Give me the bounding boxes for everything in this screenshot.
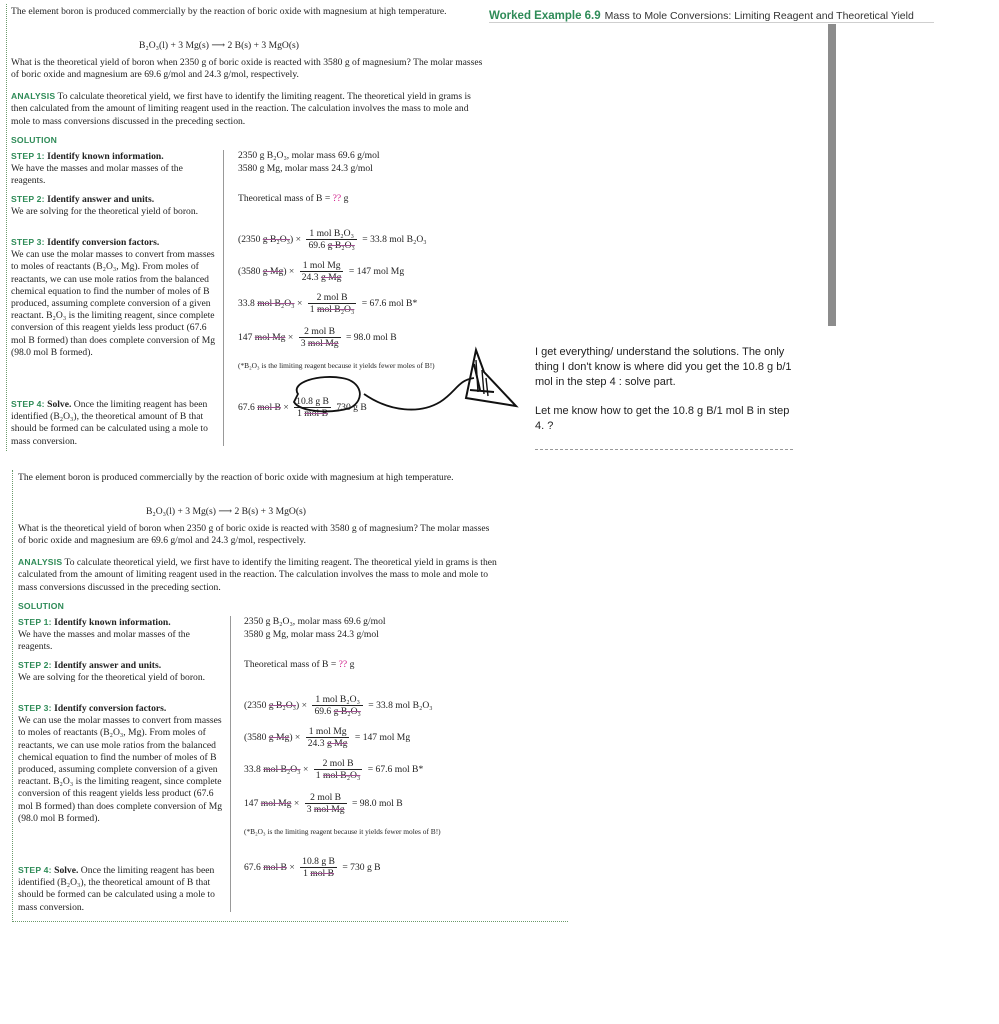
worked-example-label: Worked Example 6.9 — [489, 10, 601, 22]
calc1-denominator — [306, 240, 356, 252]
calc4-den-unit: mol Mg — [307, 338, 339, 349]
calc5-cancel-unit: mol B — [257, 402, 281, 414]
calc5-result-copy: = 730 g B — [342, 862, 381, 874]
calc3-cancel-unit: mol B₂O₃ — [257, 298, 295, 310]
calc5-den-unit-copy: mol B — [310, 868, 335, 879]
step-4 — [11, 398, 216, 448]
step-2-title-copy: Identify answer and units. — [54, 660, 162, 671]
calc3-denominator — [308, 304, 357, 316]
calc4-value-copy: 147 — [244, 798, 259, 810]
calc1-numerator: 1 mol B₂O₃ — [306, 228, 356, 240]
loop-connector — [364, 378, 474, 410]
calc3-fraction-copy — [314, 758, 363, 782]
calc5-den-value-copy: 1 — [303, 868, 308, 879]
calc4-numerator-copy: 2 mol B — [305, 792, 347, 804]
analysis-text: To calculate theoretical yield, we first have to identify the limiting reagent. The theoretical yield in grams is then calculated from the amount of limiting reagent used in the reaction. The calculation involves the mass to mole and mole to mass conversions discussed in the preceding section. — [11, 91, 471, 127]
bottom-panel-left-border — [12, 470, 13, 922]
limiting-reagent-footnote-copy: (*B₂O₃ is the limiting reagent because it yields fewer moles of B!) — [244, 827, 441, 836]
calc-boron-from-boric-oxide — [238, 292, 417, 316]
known-info-2: 3580 g Mg, molar mass 24.3 g/mol — [238, 163, 373, 174]
calc5-denominator-copy — [300, 868, 337, 880]
calc1-value-copy: (2350 — [244, 700, 267, 712]
calc4-den-value: 3 — [300, 338, 306, 349]
calc3-result: = 67.6 mol B* — [361, 298, 418, 310]
calc1-result: = 33.8 mol B₂O₃ — [362, 234, 427, 246]
step-3-title: Identify conversion factors. — [47, 237, 160, 248]
step-4-text: Once the limiting reagent has been identified (B₂O₃), the theoretical amount of B that should be formed can be calculated using a mole to mass conversion. — [11, 399, 208, 447]
calc5-den-value: 1 — [297, 408, 302, 419]
step-3-text-copy: We can use the molar masses to convert from masses to moles of reactants (B₂O₃, Mg). From moles of reactants, we can use mole ratios from the balanced chemical equation to find the number of moles of B produced, assuming complete conversion of a given reactant. B₂O₃ is the limiting reagent, since complete conversion of this reagent yields less product (67.6 mol B formed) than does complete conversion of Mg (98.0 mol B formed). — [18, 715, 223, 824]
answer-prefix-copy: Theoretical mass of B = — [244, 659, 337, 670]
calc2-result-copy: = 147 mol Mg — [354, 732, 411, 744]
calc3-numerator-copy: 2 mol B — [314, 758, 363, 770]
calc4-numerator: 2 mol B — [299, 326, 341, 338]
calc3-den-unit: mol B₂O₃ — [316, 304, 355, 315]
calc4-result: = 98.0 mol B — [345, 332, 397, 344]
calc1-result-copy: = 33.8 mol B₂O₃ — [368, 700, 433, 712]
calc3-operator-copy: × — [302, 764, 309, 776]
calc2-denominator — [300, 272, 344, 284]
calc3-cancel-unit-copy: mol B₂O₃ — [263, 764, 301, 776]
step-2-copy — [18, 659, 208, 684]
calc5-result: 730 g B — [336, 402, 367, 414]
calc1-numerator-copy: 1 mol B₂O₃ — [312, 694, 362, 706]
calc4-cancel-unit: mol Mg — [254, 332, 286, 344]
calc2-value: (3580 — [238, 266, 261, 278]
calc2-result: = 147 mol Mg — [348, 266, 405, 278]
calc-boron-mass-copy — [244, 856, 381, 880]
calc2-operator-copy: ) × — [289, 732, 301, 744]
scrollbar-thumb[interactable] — [828, 24, 836, 326]
step-2-label-copy: STEP 2: — [18, 660, 52, 670]
worked-example-title: Mass to Mole Conversions: Limiting Reagent and Theoretical Yield — [604, 10, 914, 22]
reaction-equation: B₂O₃(l) + 3 Mg(s) ⟶ 2 B(s) + 3 MgO(s) — [139, 40, 299, 51]
calc4-fraction-copy — [305, 792, 347, 816]
step-4-label: STEP 4: — [11, 399, 45, 409]
step-1 — [11, 150, 211, 188]
step-2-title: Identify answer and units. — [47, 194, 155, 205]
step-4-title: Solve. — [47, 399, 72, 410]
calc3-den-unit-copy: mol B₂O₃ — [322, 770, 361, 781]
limiting-reagent-footnote: (*B₂O₃ is the limiting reagent because it yields fewer moles of B!) — [238, 361, 435, 370]
step-1-label-copy: STEP 1: — [18, 617, 52, 627]
calc-boron-from-boric-oxide-copy — [244, 758, 423, 782]
analysis-label-copy: ANALYSIS — [18, 557, 63, 567]
step-4-title-copy: Solve. — [54, 865, 79, 876]
calc2-numerator: 1 mol Mg — [300, 260, 344, 272]
answer-unit-copy: g — [349, 659, 355, 670]
calc-boron-from-magnesium-copy — [244, 792, 403, 816]
answer-prefix: Theoretical mass of B = — [238, 193, 331, 204]
circle-around-fraction — [294, 377, 360, 411]
calc2-den-unit-copy: g Mg — [326, 738, 348, 749]
calc4-denominator-copy — [305, 804, 347, 816]
step-2 — [11, 193, 201, 218]
calc1-operator-copy: ) × — [296, 700, 308, 712]
calc1-operator: ) × — [290, 234, 302, 246]
calc3-value-copy: 33.8 — [244, 764, 261, 776]
calc3-value: 33.8 — [238, 298, 255, 310]
step-1-label: STEP 1: — [11, 151, 45, 161]
calc2-value-copy: (3580 — [244, 732, 267, 744]
calc4-den-value-copy: 3 — [306, 804, 312, 815]
calc-magnesium-moles-copy — [244, 726, 410, 750]
calc2-cancel-unit-copy: g Mg — [268, 732, 290, 744]
calc1-fraction — [306, 228, 356, 252]
calc3-fraction — [308, 292, 357, 316]
calc1-value: (2350 — [238, 234, 261, 246]
calc3-result-copy: = 67.6 mol B* — [367, 764, 424, 776]
calc2-den-value: 24.3 — [301, 272, 319, 283]
calc1-cancel-unit-copy: g B₂O₃ — [268, 700, 297, 712]
theoretical-mass-line-copy — [244, 659, 354, 670]
panel-left-border — [6, 4, 7, 451]
step-3-label-copy: STEP 3: — [18, 703, 52, 713]
calc4-value: 147 — [238, 332, 253, 344]
step-3 — [11, 236, 216, 359]
step-4-copy — [18, 864, 223, 914]
question-text: What is the theoretical yield of boron when 2350 g of boric oxide is reacted with 3580 g of magnesium? The molar masses of boric oxide and magnesium are 69.6 g/mol and 24.3 g/mol, respectively. — [11, 57, 483, 81]
calc5-value-copy: 67.6 — [244, 862, 261, 874]
theoretical-mass-line — [238, 193, 348, 204]
calc2-den-unit: g Mg — [320, 272, 342, 283]
calc2-fraction-copy — [306, 726, 350, 750]
step-2-text-copy: We are solving for the theoretical yield of boron. — [18, 672, 206, 684]
answer-unit: g — [343, 193, 349, 204]
student-question-note: I get everything/ understand the solutions. The only thing I don't know is where did you get the 10.8 g b/1 mol in the step 4 : solve part. — [535, 346, 792, 388]
intro-text-copy: The element boron is produced commercially by the reaction of boric oxide with magnesium at high temperature. — [18, 472, 454, 483]
known-info-2-copy: 3580 g Mg, molar mass 24.3 g/mol — [244, 629, 379, 640]
calc1-denominator-copy — [312, 706, 362, 718]
calc5-cancel-unit-copy: mol B — [263, 862, 287, 874]
step-2-label: STEP 2: — [11, 194, 45, 204]
calc2-cancel-unit: g Mg — [262, 266, 284, 278]
header-rule — [489, 22, 934, 23]
step-3-text: We can use the molar masses to convert from masses to moles of reactants (B₂O₃, Mg). From moles of reactants, we can use mole ratios from the balanced chemical equation to find the number of moles of B produced, assuming complete conversion of a given reactant. B₂O₃ is the limiting reagent, since complete conversion of this reagent yields less product (67.6 mol B formed) than does complete conversion of Mg (98.0 mol B formed). — [11, 249, 216, 358]
calc2-operator: ) × — [283, 266, 295, 278]
hand-drawn-annotation — [280, 342, 530, 432]
step-1-title-copy: Identify known information. — [54, 617, 171, 628]
calc2-fraction — [300, 260, 344, 284]
calc4-den-unit-copy: mol Mg — [313, 804, 345, 815]
calc4-operator: × — [287, 332, 294, 344]
calc5-value: 67.6 — [238, 402, 255, 414]
analysis-paragraph — [11, 90, 489, 128]
calc5-operator-copy: × — [289, 862, 295, 874]
analysis-text-copy: To calculate theoretical yield, we first have to identify the limiting reagent. The theoretical yield in grams is then calculated from the amount of limiting reagent used in the reaction. The calculation involves the mass to mole and mole to mass conversions discussed in the preceding section. — [18, 557, 497, 593]
calc1-den-unit-copy: g B₂O₃ — [333, 706, 361, 717]
step-1-text-copy: We have the masses and molar masses of the reagents. — [18, 629, 190, 653]
step-4-text-copy: Once the limiting reagent has been identified (B₂O₃), the theoretical amount of B that should be formed can be calculated using a mole to mass conversion. — [18, 865, 215, 913]
solution-label: SOLUTION — [11, 135, 57, 145]
calc3-den-value: 1 — [309, 304, 315, 315]
calc5-fraction-copy — [300, 856, 337, 880]
answer-unknown-copy: ?? — [338, 659, 348, 670]
calc3-numerator: 2 mol B — [308, 292, 357, 304]
student-request-note: Let me know how to get the 10.8 g B/1 mol B in step 4. ? — [535, 405, 790, 432]
calc1-den-unit: g B₂O₃ — [327, 240, 355, 251]
calc1-cancel-unit: g B₂O₃ — [262, 234, 291, 246]
answer-unknown: ?? — [332, 193, 342, 204]
calc5-numerator-copy: 10.8 g B — [302, 856, 335, 867]
solution-divider-copy — [230, 616, 231, 912]
solution-divider — [223, 150, 224, 446]
calc3-denominator-copy — [314, 770, 363, 782]
calc2-numerator-copy: 1 mol Mg — [306, 726, 350, 738]
analysis-paragraph-copy — [18, 556, 504, 594]
step-1-text: We have the masses and molar masses of the reagents. — [11, 163, 183, 187]
cut-off-comment-line — [535, 449, 793, 456]
step-3-title-copy: Identify conversion factors. — [54, 703, 167, 714]
step-2-text: We are solving for the theoretical yield of boron. — [11, 206, 199, 218]
calc4-result-copy: = 98.0 mol B — [351, 798, 403, 810]
calc3-den-value-copy: 1 — [315, 770, 321, 781]
calc5-numerator: 10.8 g B — [296, 396, 329, 407]
calc3-operator: × — [296, 298, 303, 310]
known-info-1: 2350 g B₂O₃, molar mass 69.6 g/mol — [238, 150, 380, 161]
calc1-fraction-copy — [312, 694, 362, 718]
solution-label-copy: SOLUTION — [18, 601, 64, 611]
step-3-copy — [18, 702, 223, 825]
calc-boric-oxide-moles — [238, 228, 427, 252]
reaction-equation-copy: B₂O₃(l) + 3 Mg(s) ⟶ 2 B(s) + 3 MgO(s) — [146, 506, 306, 517]
step-3-label: STEP 3: — [11, 237, 45, 247]
calc-magnesium-moles — [238, 260, 404, 284]
step-4-label-copy: STEP 4: — [18, 865, 52, 875]
bottom-example-panel — [12, 470, 568, 922]
calc5-operator: × — [283, 402, 289, 414]
step-1-title: Identify known information. — [47, 151, 164, 162]
calc4-cancel-unit-copy: mol Mg — [260, 798, 292, 810]
calc2-den-value-copy: 24.3 — [307, 738, 325, 749]
bottom-panel-bottom-border — [12, 921, 568, 922]
calc-boric-oxide-moles-copy — [244, 694, 433, 718]
analysis-label: ANALYSIS — [11, 91, 56, 101]
intro-text: The element boron is produced commercially by the reaction of boric oxide with magnesium at high temperature. — [11, 6, 447, 17]
question-text-copy: What is the theoretical yield of boron when 2350 g of boric oxide is reacted with 3580 g of magnesium? The molar masses of boric oxide and magnesium are 69.6 g/mol and 24.3 g/mol, respectively. — [18, 523, 490, 547]
calc1-den-value: 69.6 — [308, 240, 326, 251]
step-1-copy — [18, 616, 218, 654]
known-info-1-copy: 2350 g B₂O₃, molar mass 69.6 g/mol — [244, 616, 386, 627]
calc1-den-value-copy: 69.6 — [314, 706, 332, 717]
calc4-operator-copy: × — [293, 798, 300, 810]
calc5-den-unit: mol B — [304, 408, 329, 419]
calc2-denominator-copy — [306, 738, 350, 750]
